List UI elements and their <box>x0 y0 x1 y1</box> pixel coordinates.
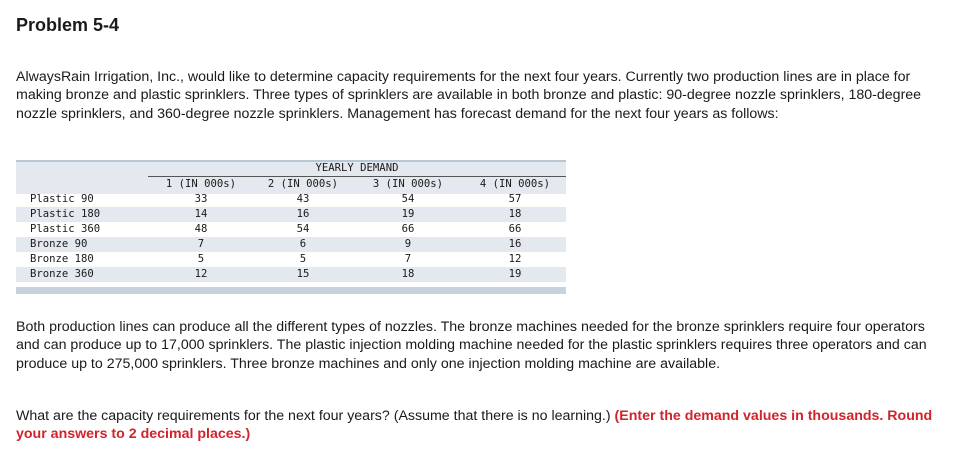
table-row <box>16 267 566 282</box>
answer-instruction: (Enter the demand values in thousands. Round your answers to 2 decimal places.) <box>16 408 933 443</box>
cell-value: 5 <box>197 253 205 265</box>
cell-value: 12 <box>508 253 522 265</box>
cell-value: 7 <box>197 238 205 250</box>
row-label: Bronze 90 <box>30 238 88 250</box>
cell-value: 43 <box>296 193 310 205</box>
cell-value: 33 <box>194 193 208 205</box>
row-label: Plastic 180 <box>30 208 101 220</box>
table-row <box>16 192 566 207</box>
cell-value: 6 <box>299 238 307 250</box>
table-row <box>16 252 566 267</box>
column-header-year-1: 1 (IN 000s) <box>165 178 237 190</box>
cell-value: 7 <box>404 253 412 265</box>
cell-value: 66 <box>508 223 522 235</box>
cell-value: 14 <box>194 208 208 220</box>
row-label: Bronze 360 <box>30 268 94 280</box>
header-divider <box>148 176 566 177</box>
table-row <box>16 222 566 237</box>
cell-value: 54 <box>296 223 310 235</box>
cell-value: 57 <box>508 193 522 205</box>
cell-value: 66 <box>401 223 415 235</box>
yearly-demand-header: YEARLY DEMAND <box>315 162 399 174</box>
cell-value: 16 <box>296 208 310 220</box>
table-row <box>16 207 566 222</box>
cell-value: 19 <box>401 208 415 220</box>
cell-value: 5 <box>299 253 307 265</box>
row-label: Plastic 90 <box>30 193 94 205</box>
cell-value: 19 <box>508 268 522 280</box>
intro-paragraph: AlwaysRain Irrigation, Inc., would like to determine capacity requirements for the next four years. Currently two production lines are in place for making bronze and plastic sprinklers. Three types of sprinklers are available in both bronze and plastic: 90-degree nozzle sprinklers, 180-degree nozzle sprinklers, and 360-degree nozzle sprinklers. Management has forecast demand for the next four years as follows: <box>16 69 922 122</box>
column-header-year-4: 4 (IN 000s) <box>479 178 551 190</box>
row-label: Bronze 180 <box>30 253 94 265</box>
capacity-paragraph: Both production lines can produce all the different types of nozzles. The bronze machines needed for the bronze sprinklers require four operators and can produce up to 17,000 sprinklers. The plastic injection molding machine needed for the plastic sprinklers requires three operators and can produce up to 275,000 sprinklers. Three bronze machines and only one injection molding machine are available. <box>16 319 927 372</box>
cell-value: 9 <box>404 238 412 250</box>
cell-value: 15 <box>296 268 310 280</box>
cell-value: 16 <box>508 238 522 250</box>
cell-value: 48 <box>194 223 208 235</box>
column-header-year-3: 3 (IN 000s) <box>372 178 444 190</box>
column-header-year-2: 2 (IN 000s) <box>267 178 339 190</box>
table-row <box>16 237 566 252</box>
cell-value: 12 <box>194 268 208 280</box>
table-bottom-border <box>16 287 566 294</box>
cell-value: 18 <box>508 208 522 220</box>
problem-title: Problem 5-4 <box>16 15 120 35</box>
question-paragraph <box>16 407 948 444</box>
yearly-demand-table <box>16 160 566 294</box>
cell-value: 54 <box>401 193 415 205</box>
question-text: What are the capacity requirements for the next four years? (Assume that there is no learning.) <box>16 408 611 424</box>
row-label: Plastic 360 <box>30 223 101 235</box>
cell-value: 18 <box>401 268 415 280</box>
